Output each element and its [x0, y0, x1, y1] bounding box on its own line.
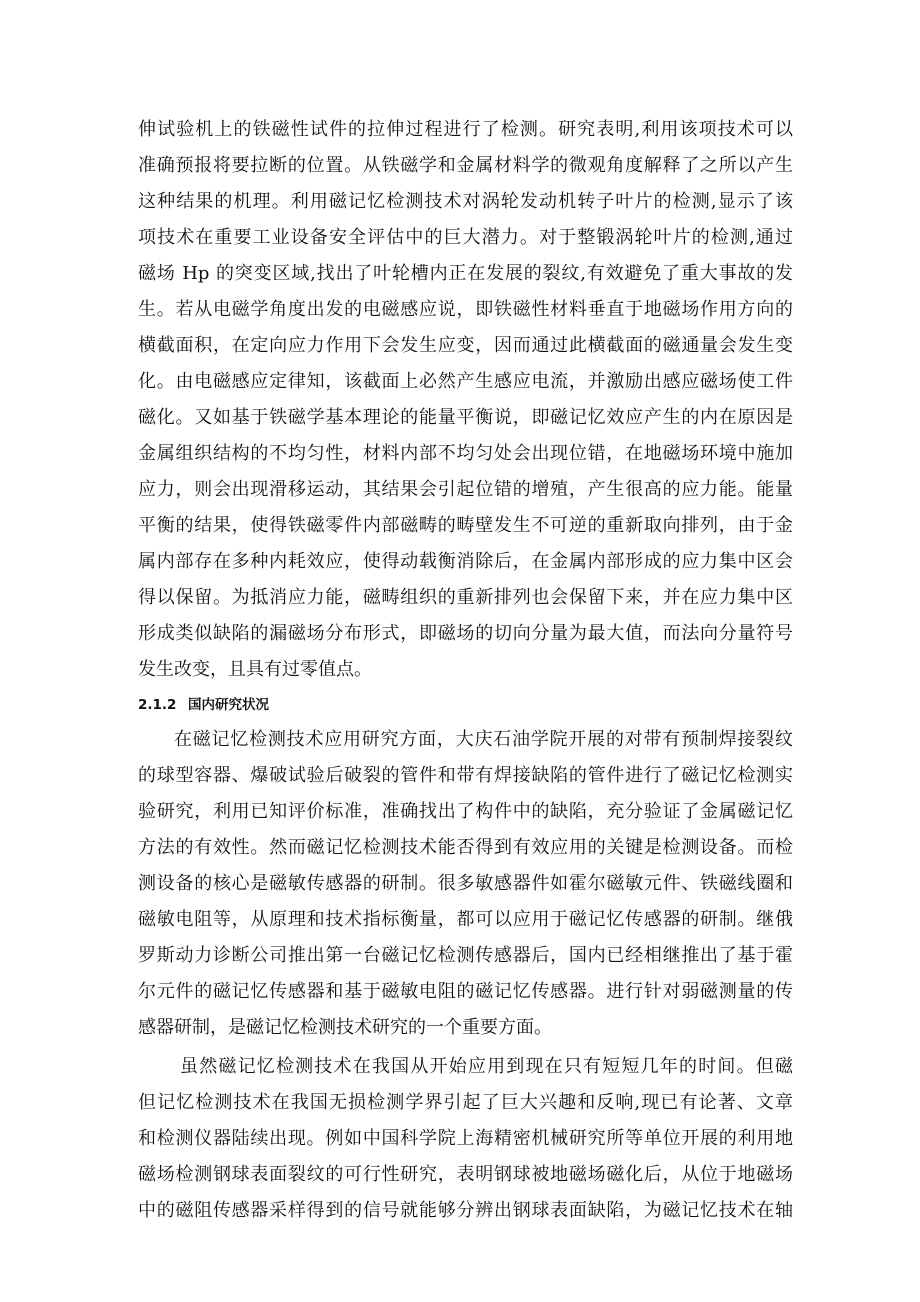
- text-line: 这种结果的机理。利用磁记忆检测技术对涡轮发动机转子叶片的检测,显示了该: [138, 191, 793, 212]
- text-line: 化。由电磁感应定律知，该截面上必然产生感应电流，并激励出感应磁场使工件: [138, 371, 793, 392]
- text-line: 磁化。又如基于铁磁学基本理论的能量平衡说，即磁记忆效应产生的内在原因是: [138, 407, 793, 428]
- text-line: 磁场检测钢球表面裂纹的可行性研究，表明钢球被地磁场磁化后，从位于地磁场: [138, 1164, 793, 1185]
- text-line: 金属组织结构的不均匀性，材料内部不均匀处会出现位错，在地磁场环境中施加: [138, 443, 793, 464]
- section-number: 2.1.2: [138, 697, 177, 713]
- text-line: 的球型容器、爆破试验后破裂的管件和带有焊接缺陷的管件进行了磁记忆检测实: [138, 765, 793, 786]
- text-line: 发生改变，且具有过零值点。: [138, 659, 372, 680]
- text-line: 虽然磁记忆检测技术在我国从开始应用到现在只有短短几年的时间。但磁: [180, 1056, 793, 1077]
- text-line: 属内部存在多种内耗效应，使得动载衡消除后，在金属内部形成的应力集中区会: [138, 551, 793, 572]
- text-line: 形成类似缺陷的漏磁场分布形式，即磁场的切向分量为最大值，而法向分量符号: [138, 623, 793, 644]
- text-line: 尔元件的磁记忆传感器和基于磁敏电阻的磁记忆传感器。进行针对弱磁测量的传: [138, 981, 793, 1002]
- text-line: 验研究，利用已知评价标准，准确找出了构件中的缺陷，充分验证了金属磁记忆: [138, 801, 793, 822]
- text-line: 平衡的结果，使得铁磁零件内部磁畴的畴壁发生不可逆的重新取向排列，由于金: [138, 515, 793, 536]
- text-line: 横截面积，在定向应力作用下会发生应变，因而通过此横截面的磁通量会发生变: [138, 335, 793, 356]
- text-line: 在磁记忆检测技术应用研究方面，大庆石油学院开展的对带有预制焊接裂纹: [174, 729, 793, 750]
- text-line: 伸试验机上的铁磁性试件的拉伸过程进行了检测。研究表明,利用该项技术可以: [138, 119, 793, 140]
- text-line: 应力，则会出现滑移运动，其结果会引起位错的增殖，产生很高的应力能。能量: [138, 479, 793, 500]
- text-line: 项技术在重要工业设备安全评估中的巨大潜力。对于整锻涡轮叶片的检测,通过: [138, 227, 793, 248]
- text-line: 测设备的核心是磁敏传感器的研制。很多敏感器件如霍尔磁敏元件、铁磁线圈和: [138, 873, 793, 894]
- text-line: 得以保留。为抵消应力能，磁畴组织的重新排列也会保留下来，并在应力集中区: [138, 587, 793, 608]
- text-line: 罗斯动力诊断公司推出第一台磁记忆检测传感器后，国内已经相继推出了基于霍: [138, 945, 793, 966]
- text-line: 磁场 Hp 的突变区域,找出了叶轮槽内正在发展的裂纹,有效避免了重大事故的发: [138, 263, 793, 284]
- text-line: 磁敏电阻等，从原理和技术指标衡量，都可以应用于磁记忆传感器的研制。继俄: [138, 909, 793, 930]
- text-line: 生。若从电磁学角度出发的电磁感应说，即铁磁性材料垂直于地磁场作用方向的: [138, 299, 793, 320]
- text-line: 和检测仪器陆续出现。例如中国科学院上海精密机械研究所等单位开展的利用地: [138, 1128, 793, 1149]
- section-title: 国内研究状况: [188, 697, 269, 713]
- text-line: 感器研制，是磁记忆检测技术研究的一个重要方面。: [138, 1017, 552, 1038]
- text-line: 但记忆检测技术在我国无损检测学界引起了巨大兴趣和反响,现已有论著、文章: [138, 1092, 793, 1113]
- text-line: 中的磁阻传感器采样得到的信号就能够分辨出钢球表面缺陷，为磁记忆技术在轴: [138, 1200, 793, 1221]
- section-heading: [138, 690, 269, 720]
- text-line: 准确预报将要拉断的位置。从铁磁学和金属材料学的微观角度解释了之所以产生: [138, 155, 793, 176]
- text-line: 方法的有效性。然而磁记忆检测技术能否得到有效应用的关键是检测设备。而检: [138, 837, 793, 858]
